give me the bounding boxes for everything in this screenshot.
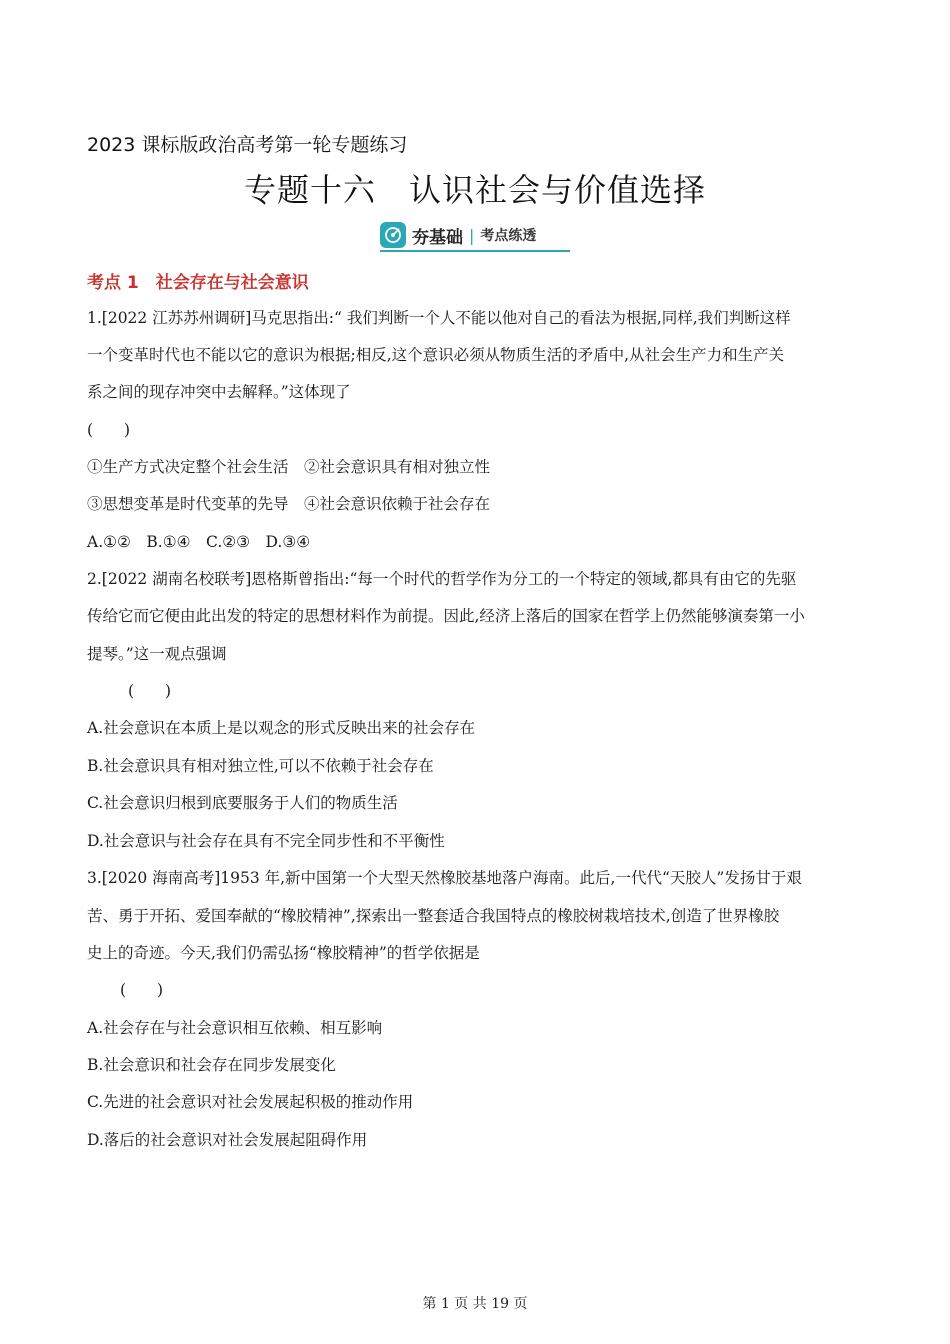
section-badge [380,220,570,252]
q1-statement-line: ③思想变革是时代变革的先导 ④社会意识依赖于社会存在 [87,495,491,513]
badge-separator: | [469,225,475,245]
q1-choices: A.①② B.①④ C.②③ D.③④ [87,533,311,551]
badge-main-label: 夯基础 [412,227,463,248]
q1-answer-blank: ( ) [87,421,131,439]
q3-stem-line: 史上的奇迹。今天,我们仍需弘扬“橡胶精神”的哲学依据是 [87,944,480,962]
target-icon [380,222,406,248]
topic-title: 专题十六 认识社会与价值选择 [243,171,706,209]
q3-stem-line: 3.[2020 海南高考]1953 年,新中国第一个大型天然橡胶基地落户海南。此后,一代代“天胶人”发扬甘于艰 [87,869,802,887]
q1-stem-line: 一个变革时代也不能以它的意识为根据;相反,这个意识必须从物质生活的矛盾中,从社会生产力和生产关 [87,346,785,364]
q2-stem-line: 2.[2022 湖南名校联考]恩格斯曾指出:“每一个时代的哲学作为分工的一个特定的领域,都具有由它的先驱 [87,570,797,588]
q3-option: B.社会意识和社会存在同步发展变化 [87,1056,336,1074]
page-number: 第 1 页 共 19 页 [422,1296,528,1312]
q3-option: C.先进的社会意识对社会发展起积极的推动作用 [87,1093,414,1111]
q3-stem-line: 苦、勇于开拓、爱国奉献的“橡胶精神”,探索出一整套适合我国特点的橡胶树栽培技术,创造了世界橡胶 [87,907,780,925]
q2-option: B.社会意识具有相对独立性,可以不依赖于社会存在 [87,757,434,775]
q3-option: D.落后的社会意识对社会发展起阻碍作用 [87,1131,368,1149]
q1-statement-line: ①生产方式决定整个社会生活 ②社会意识具有相对独立性 [87,458,491,476]
q2-option: A.社会意识在本质上是以观念的形式反映出来的社会存在 [87,719,476,737]
q1-stem-line: 系之间的现存冲突中去解释。”这体现了 [87,383,351,401]
q1-stem-line: 1.[2022 江苏苏州调研]马克思指出:“ 我们判断一个人不能以他对自己的看法为根据,同样,我们判断这样 [87,309,791,327]
badge-sub-label: 考点练透 [480,228,537,244]
q3-answer-blank: ( ) [120,981,164,999]
q2-option: C.社会意识归根到底要服务于人们的物质生活 [87,794,398,812]
q2-stem-line: 传给它而它便由此出发的特定的思想材料作为前提。因此,经济上落后的国家在哲学上仍然能够演奏第一小 [87,607,805,625]
section-heading: 考点 1 社会存在与社会意识 [87,273,309,293]
q2-answer-blank: ( ) [128,682,172,700]
q2-option: D.社会意识与社会存在具有不完全同步性和不平衡性 [87,832,445,850]
series-title: 2023 课标版政治高考第一轮专题练习 [87,134,408,156]
q2-stem-line: 提琴。”这一观点强调 [87,645,227,663]
q3-option: A.社会存在与社会意识相互依赖、相互影响 [87,1019,383,1037]
